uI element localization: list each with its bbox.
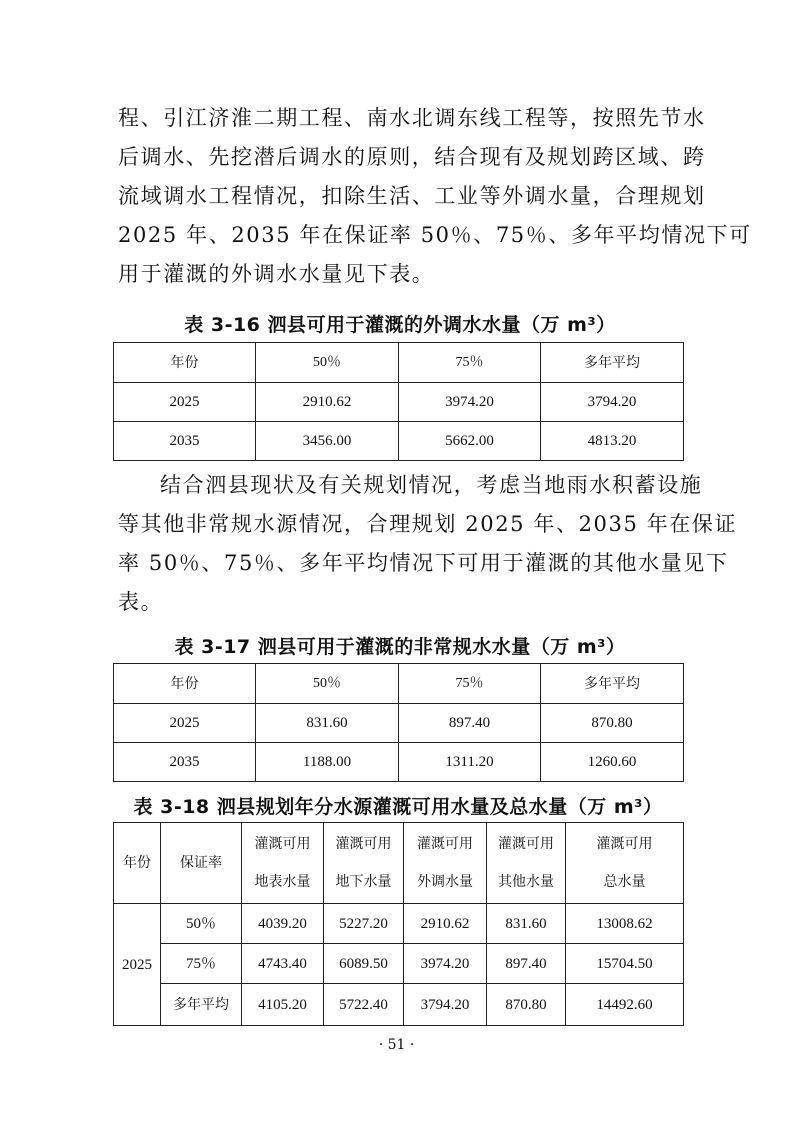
header-cell [404, 823, 487, 904]
header-line: 灌溉可用 [335, 836, 392, 852]
table-cell: 897.40 [487, 944, 566, 984]
table-row [114, 904, 684, 944]
header-line: 总水量 [603, 874, 646, 890]
table-row [114, 704, 684, 743]
table-cell: 2910.62 [256, 383, 399, 422]
table-row [114, 984, 684, 1026]
paragraph-1 [118, 99, 752, 294]
table-cell: 4105.20 [242, 984, 324, 1026]
header-cell: 年份 [114, 664, 256, 704]
header-cell [242, 823, 324, 904]
header-cell: 50％ [256, 343, 399, 383]
table-cell: 870.80 [541, 704, 684, 743]
table-cell: 5662.00 [399, 422, 541, 461]
table-cell: 15704.50 [566, 944, 684, 984]
table-total-water [113, 822, 684, 1026]
table-header-row [114, 343, 684, 383]
table-cell: 3794.20 [541, 383, 684, 422]
table-caption: 表 3-17 泗县可用于灌溉的非常规水水量（万 m³） [174, 636, 626, 658]
table-cell: 6089.50 [324, 944, 404, 984]
table-cell: 1260.60 [541, 743, 684, 782]
text-line: 表。 [118, 590, 164, 614]
table-cell: 4039.20 [242, 904, 324, 944]
table-cell: 2035 [114, 422, 256, 461]
text-line: 2025 年、2035 年在保证率 50％、75％、多年平均情况下可 [118, 223, 752, 247]
table-cell: 3974.20 [404, 944, 487, 984]
header-line: 灌溉可用 [417, 836, 473, 852]
header-line: 地下水量 [335, 874, 392, 890]
table-cell: 3974.20 [399, 383, 541, 422]
table-row [114, 944, 684, 984]
table-cell: 5722.40 [324, 984, 404, 1026]
table-row [114, 383, 684, 422]
table-cell: 3794.20 [404, 984, 487, 1026]
table-cell: 831.60 [487, 904, 566, 944]
text-line: 后调水、先挖潜后调水的原则，结合现有及规划跨区域、跨 [118, 145, 706, 169]
header-cell: 年份 [114, 343, 256, 383]
table-cell: 2035 [114, 743, 256, 782]
header-line: 灌溉可用 [596, 836, 653, 852]
header-cell [324, 823, 404, 904]
text-line: 等其他非常规水源情况，合理规划 2025 年、2035 年在保证 [118, 512, 738, 536]
text-line: 率 50％、75％、多年平均情况下可用于灌溉的其他水量见下 [118, 551, 729, 575]
table-cell: 831.60 [256, 704, 399, 743]
table-cell: 1188.00 [256, 743, 399, 782]
table-caption: 表 3-18 泗县规划年分水源灌溉可用水量及总水量（万 m³） [133, 796, 663, 818]
header-cell: 75％ [399, 664, 541, 704]
table-header-row [114, 664, 684, 704]
table-cell: 897.40 [399, 704, 541, 743]
table-cell: 多年平均 [161, 984, 242, 1026]
header-cell: 75％ [399, 343, 541, 383]
table-cell: 75％ [161, 944, 242, 984]
table-cell: 2025 [114, 704, 256, 743]
table-row [114, 422, 684, 461]
header-cell: 年份 [114, 823, 161, 904]
text-line: 用于灌溉的外调水水量见下表。 [118, 262, 435, 286]
header-line: 其他水量 [498, 874, 554, 890]
table-cell: 870.80 [487, 984, 566, 1026]
table-external-water [113, 342, 684, 461]
header-cell [487, 823, 566, 904]
header-line: 地表水量 [254, 874, 311, 890]
text-line: 流域调水工程情况，扣除生活、工业等外调水量，合理规划 [118, 184, 706, 208]
header-cell [566, 823, 684, 904]
table-cell: 4813.20 [541, 422, 684, 461]
header-cell: 多年平均 [541, 664, 684, 704]
table-cell: 13008.62 [566, 904, 684, 944]
header-cell: 多年平均 [541, 343, 684, 383]
table-cell: 2910.62 [404, 904, 487, 944]
text-line: 结合泗县现状及有关规划情况，考虑当地雨水积蓄设施 [160, 473, 703, 497]
table-cell: 3456.00 [256, 422, 399, 461]
table-cell: 4743.40 [242, 944, 324, 984]
header-line: 灌溉可用 [254, 836, 311, 852]
table-cell: 5227.20 [324, 904, 404, 944]
page-number: · 51 · [378, 1037, 415, 1053]
header-cell: 保证率 [161, 823, 242, 904]
paragraph-2 [118, 466, 738, 622]
table-cell: 14492.60 [566, 984, 684, 1026]
header-line: 外调水量 [417, 874, 473, 890]
table-header-row [114, 823, 684, 904]
table-row [114, 743, 684, 782]
table-unconventional-water [113, 663, 684, 782]
header-cell: 50％ [256, 664, 399, 704]
header-line: 灌溉可用 [498, 836, 554, 852]
year-cell: 2025 [114, 904, 161, 1026]
table-cell: 50％ [161, 904, 242, 944]
text-line: 程、引江济淮二期工程、南水北调东线工程等，按照先节水 [118, 106, 706, 130]
table-cell: 2025 [114, 383, 256, 422]
table-caption: 表 3-16 泗县可用于灌溉的外调水水量（万 m³） [184, 314, 616, 336]
table-cell: 1311.20 [399, 743, 541, 782]
